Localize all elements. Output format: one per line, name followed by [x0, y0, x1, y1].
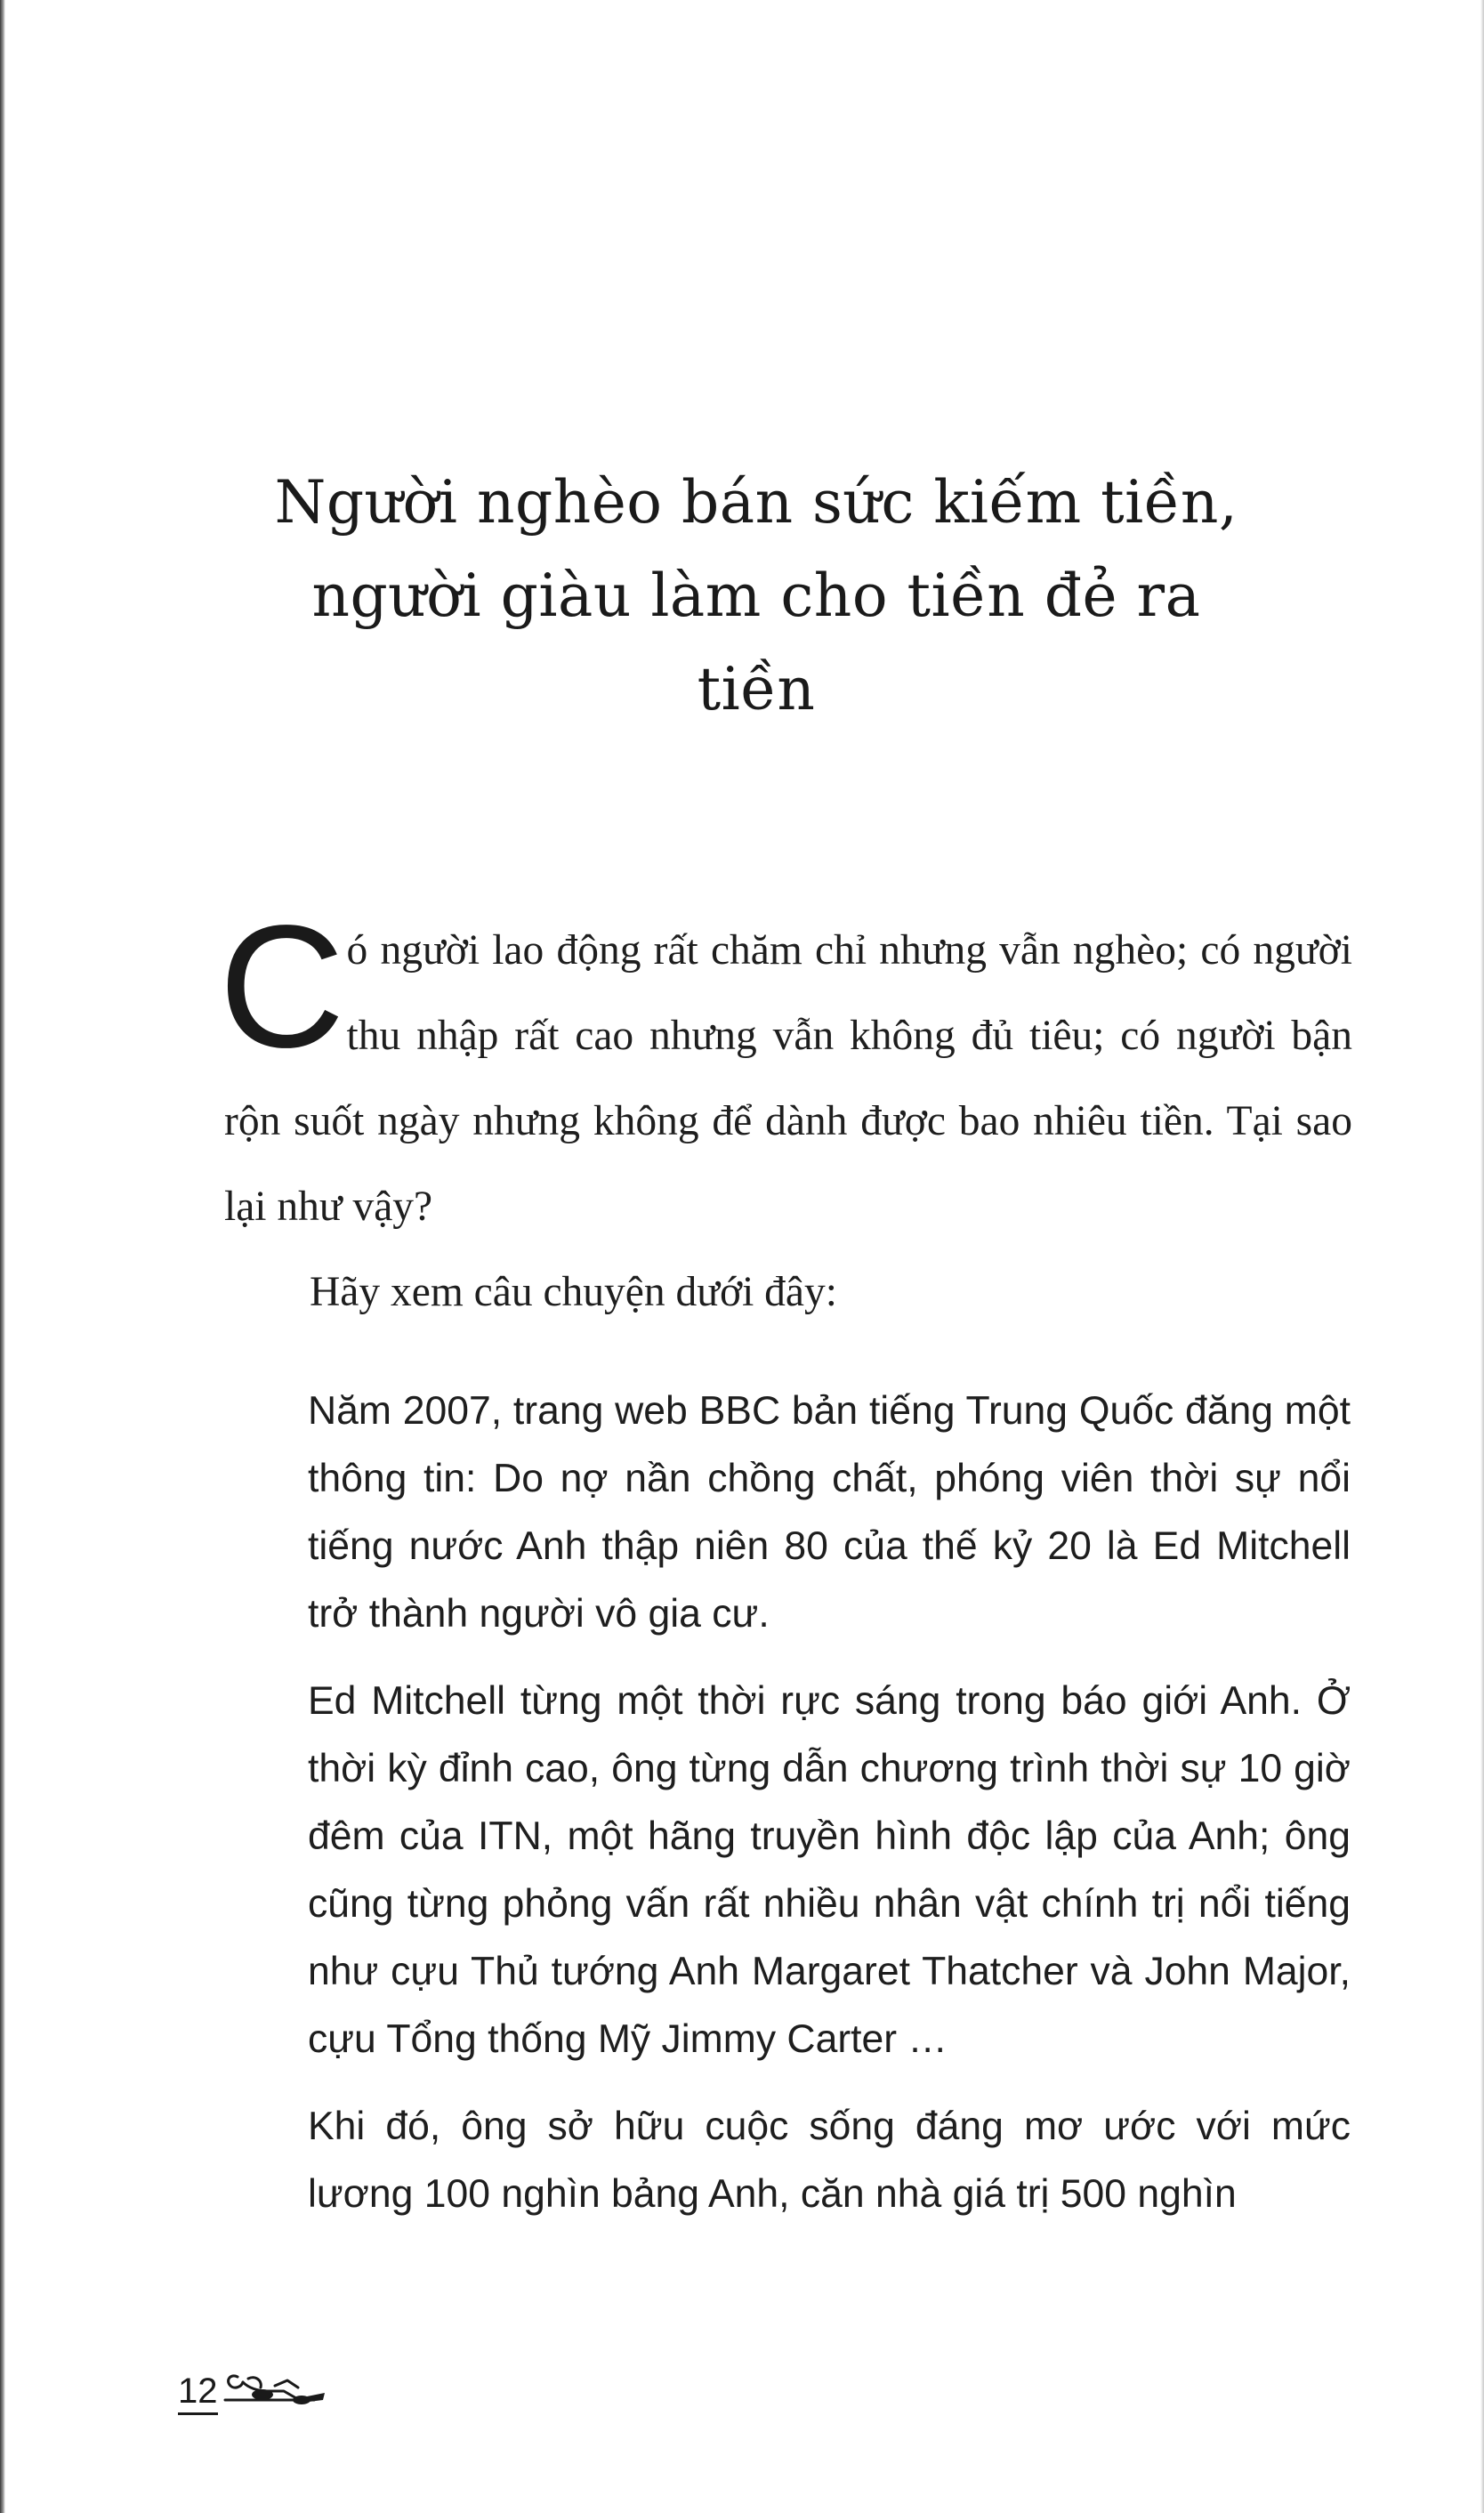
story-section — [308, 1378, 1351, 2248]
story-paragraph-1: Năm 2007, trang web BBC bản tiếng Trung Quốc đăng một thông tin: Do nợ nần chồng chất, phóng viên thời sự nổi tiếng nước Anh thập niên 80 của thế kỷ 20 là Ed Mitchell trở thành người vô gia cư. — [308, 1389, 1351, 1636]
page-footer — [178, 2353, 328, 2415]
intro-section — [219, 889, 1352, 1335]
reclining-figure-icon — [222, 2361, 328, 2419]
intro-paragraph-text: ó người lao động rất chăm chỉ nhưng vẫn nghèo; có người thu nhập rất cao nhưng vẫn không đủ tiêu; có người bận rộn suốt ngày nhưng không để dành được bao nhiêu tiền. Tại sao lại như vậy? — [224, 927, 1352, 1230]
drop-cap: C — [219, 889, 345, 1084]
intro-paragraph — [219, 889, 1352, 1249]
story-paragraph-3: Khi đó, ông sở hữu cuộc sống đáng mơ ước với mức lương 100 nghìn bảng Anh, căn nhà giá trị 500 nghìn — [308, 2105, 1351, 2216]
intro-question: Hãy xem câu chuyện dưới đây: — [310, 1269, 837, 1315]
chapter-title: Người nghèo bán sức kiếm tiền, người giàu làm cho tiền đẻ ra tiền — [274, 468, 1238, 723]
book-spine-shadow — [0, 0, 5, 2513]
page-number: 12 — [178, 2372, 218, 2415]
page-edge-shadow — [1480, 0, 1484, 2513]
story-paragraph-2: Ed Mitchell từng một thời rực sáng trong báo giới Anh. Ở thời kỳ đỉnh cao, ông từng dẫn chương trình thời sự 10 giờ đêm của ITN, một hãng truyền hình độc lập của Anh; ông cũng từng phỏng vấn rất nhiều nhân vật chính trị nổi tiếng như cựu Thủ tướng Anh Margaret Thatcher và John Major, cựu Tổng thống Mỹ Jimmy Carter … — [308, 1679, 1351, 2061]
